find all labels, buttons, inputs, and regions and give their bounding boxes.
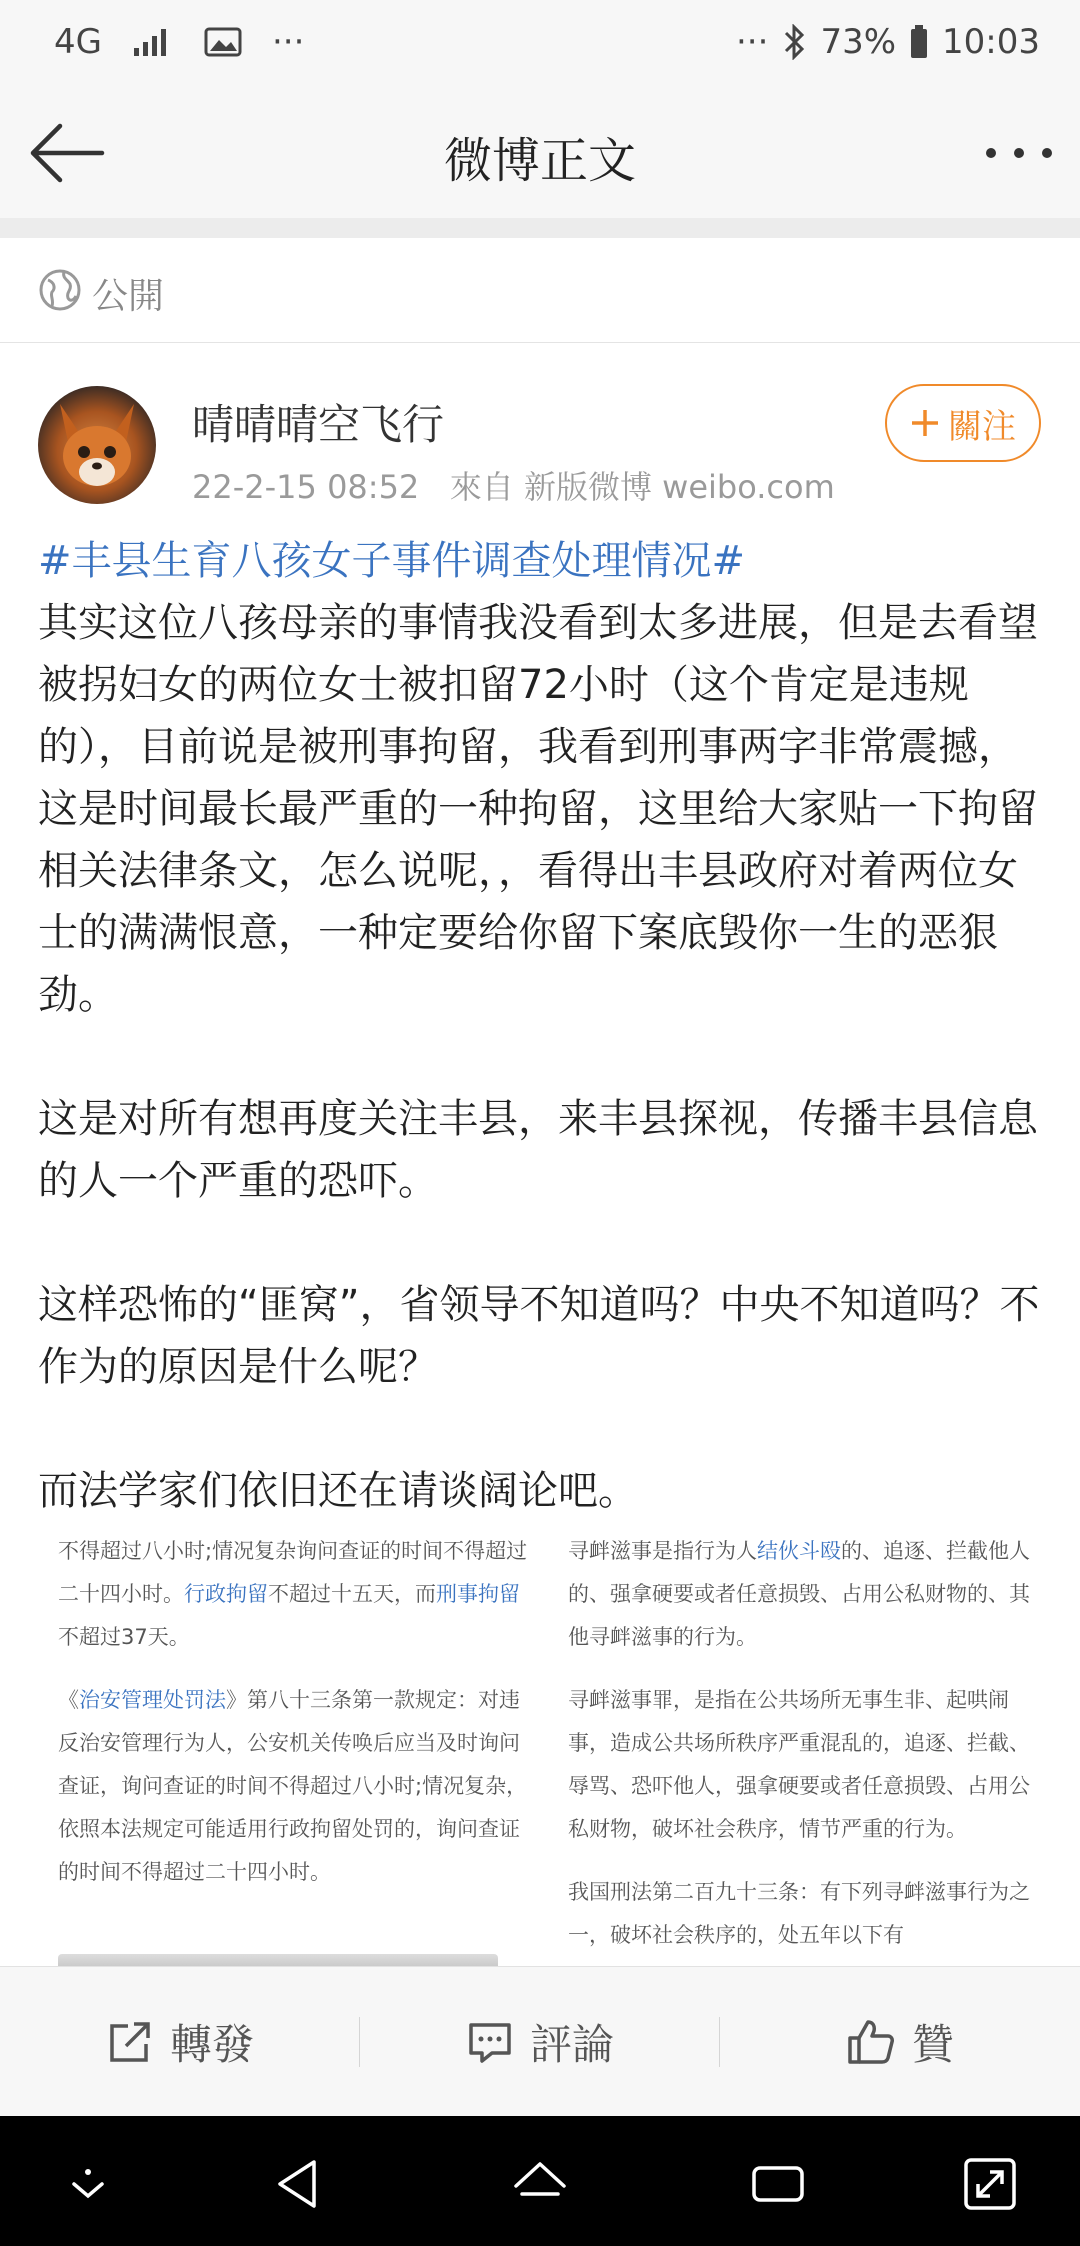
- hide-keyboard-icon[interactable]: [58, 2154, 118, 2214]
- image-right-block-2: 寻衅滋事罪，是指在公共场所无事生非、起哄闹事，造成公共场所秩序严重混乱的，追逐、拦截、辱骂、恐吓他人，强拿硬要或者任意损毁、占用公私财物，破坏社会秩序，情节严重的行为。: [568, 1688, 1030, 1841]
- page-title: 微博正文: [443, 133, 636, 189]
- signal-icon: [132, 26, 174, 58]
- clock: 10:03: [942, 22, 1040, 62]
- post-paragraph: 这是对所有想再度关注丰县，来丰县探视，传播丰县信息的人一个严重的恐吓。: [38, 1096, 1038, 1204]
- post-paragraph: 而法学家们依旧还在请谈阔论吧。: [38, 1468, 638, 1514]
- status-more: ···: [736, 22, 769, 62]
- more-options-icon[interactable]: [986, 148, 1052, 158]
- fox-avatar-icon: [38, 386, 156, 504]
- system-nav-bar: [0, 2116, 1080, 2246]
- post-body: [38, 530, 1048, 1584]
- globe-icon: [38, 268, 82, 312]
- like-button[interactable]: [720, 1967, 1080, 2117]
- avatar[interactable]: [38, 386, 156, 504]
- like-label: 贊: [911, 2020, 954, 2069]
- battery-icon: [910, 25, 928, 59]
- visibility-row: [0, 238, 1080, 343]
- plus-icon: [910, 408, 940, 438]
- action-bar: [0, 1966, 1080, 2117]
- post-meta: [192, 462, 835, 508]
- bluetooth-icon: [782, 24, 806, 60]
- overflow-notifications: ···: [271, 22, 305, 62]
- image-right-column: [568, 1530, 1038, 1976]
- comment-label: 評論: [529, 2020, 614, 2069]
- image-notification-icon: [204, 26, 242, 58]
- repost-button[interactable]: [0, 1967, 360, 2117]
- follow-label: 關注: [948, 406, 1016, 447]
- visibility-label: 公開: [92, 276, 165, 317]
- home-icon[interactable]: [510, 2154, 570, 2214]
- network-indicator: 4G: [54, 22, 102, 62]
- image-left-block-2: 《治安管理处罚法》第八十三条第一款规定：对违反治安管理行为人，公安机关传唤后应当及时询问查证，询问查证的时间不得超过八小时;情况复杂，依照本法规定可能适用行政拘留处罚的，询问查证的时间不得超过二十四小时。: [58, 1688, 528, 1884]
- back-triangle-icon[interactable]: [270, 2154, 330, 2214]
- nav-bar: [0, 88, 1080, 218]
- repost-label: 轉發: [169, 2020, 254, 2069]
- attached-image[interactable]: [38, 1516, 1042, 1976]
- post-timestamp: 22-2-15 08:52: [192, 468, 420, 506]
- thumbs-up-icon: [846, 2018, 896, 2066]
- post-paragraph: 其实这位八孩母亲的事情我没看到太多进展，但是去看望被拐妇女的两位女士被扣留72小时（这个肯定是违规的），目前说是被刑事拘留，我看到刑事两字非常震撼，这是时间最长最严重的一种拘留，这里给大家贴一下拘留相关法律条文，怎么说呢，，看得出丰县政府对着两位女士的满满恨意，一种定要给你留下案底毁你一生的恶狠劲。: [38, 600, 1038, 1018]
- image-left-block-1: 不得超过八小时;情况复杂询问查证的时间不得超过二十四小时。行政拘留不超过十五天，而刑事拘留不超过37天。: [58, 1539, 528, 1649]
- repost-icon: [106, 2018, 154, 2066]
- rotate-screen-icon[interactable]: [960, 2154, 1020, 2214]
- section-divider: [0, 218, 1080, 238]
- follow-button[interactable]: [885, 384, 1041, 462]
- hashtag-link[interactable]: #丰县生育八孩女子事件调查处理情况#: [38, 538, 746, 584]
- image-left-column: [58, 1530, 528, 1914]
- author-name[interactable]: 晴晴晴空飞行: [192, 400, 445, 449]
- image-right-block-1: 寻衅滋事是指行为人结伙斗殴的、追逐、拦截他人的、强拿硬要或者任意损毁、占用公私财物的、其他寻衅滋事的行为。: [568, 1539, 1030, 1649]
- comment-icon: [466, 2018, 514, 2066]
- image-right-block-3: 我国刑法第二百九十三条：有下列寻衅滋事行为之一，破坏社会秩序的，处五年以下有: [568, 1880, 1030, 1947]
- recent-apps-icon[interactable]: [748, 2154, 808, 2214]
- status-bar: [0, 0, 1080, 88]
- post-paragraph: 这样恐怖的“匪窝”，省领导不知道吗？中央不知道吗？不作为的原因是什么呢？: [38, 1282, 1040, 1390]
- comment-button[interactable]: [360, 1967, 720, 2117]
- battery-percent: 73%: [820, 22, 897, 62]
- post-source: 來自 新版微博 weibo.com: [449, 468, 835, 506]
